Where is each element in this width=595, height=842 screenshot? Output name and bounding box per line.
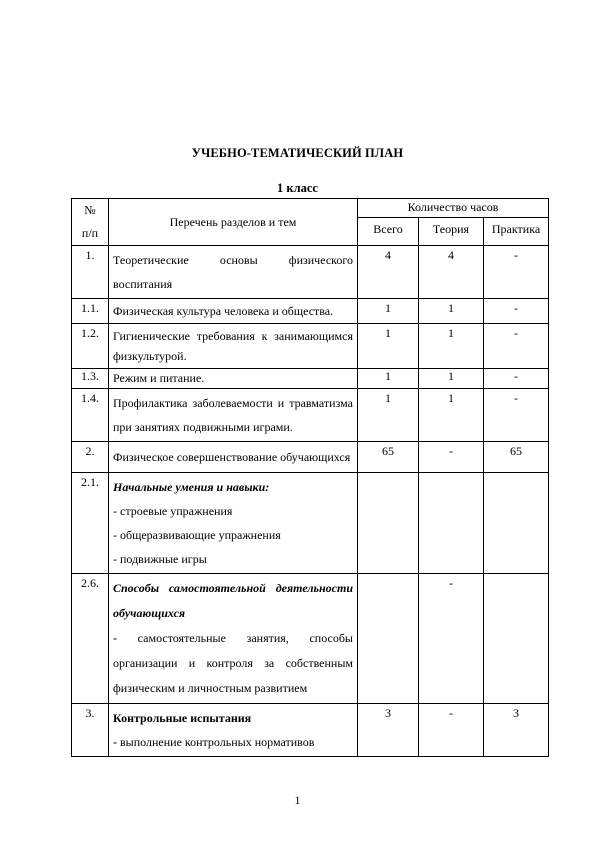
header-num-line2: п/п xyxy=(81,226,99,240)
table-row xyxy=(72,389,549,442)
row-theory: - xyxy=(419,574,484,704)
row-theory: - xyxy=(419,442,484,473)
row-practice: - xyxy=(484,246,549,299)
list-item: - строевые упражнения xyxy=(113,504,233,518)
row-theory: 1 xyxy=(419,389,484,442)
list-item: - общеразвивающие упражнения xyxy=(113,528,281,542)
row-text xyxy=(109,704,358,757)
table-row xyxy=(72,369,549,389)
row-text xyxy=(109,473,358,574)
table-row xyxy=(72,246,549,299)
table-row xyxy=(72,574,549,704)
row-practice: - xyxy=(484,299,549,324)
table-row xyxy=(72,324,549,369)
row-num: 2.1. xyxy=(72,473,109,574)
header-theory: Теория xyxy=(419,218,484,246)
table-row xyxy=(72,704,549,757)
row-total: 1 xyxy=(358,324,419,369)
header-row-1 xyxy=(72,199,549,218)
row-dash: - xyxy=(113,631,117,645)
row-total xyxy=(358,473,419,574)
table-row xyxy=(72,442,549,473)
row-practice: - xyxy=(484,369,549,389)
row-body xyxy=(113,730,353,754)
row-practice xyxy=(484,473,549,574)
row-text: Физическое совершенствование обучающихся xyxy=(109,442,358,473)
row-body-text: самостоятельные занятия, способы организации и контроля за собственным физическим и личностным развитием xyxy=(113,631,353,695)
row-heading: Контрольные испытания xyxy=(113,711,252,725)
row-text: Гигиенические требования к занимающимся физкультурой. xyxy=(109,324,358,369)
row-num: 2.6. xyxy=(72,574,109,704)
header-total: Всего xyxy=(358,218,419,246)
row-text: Профилактика заболеваемости и травматизма при занятиях подвижными играми. xyxy=(109,389,358,442)
row-num: 1.2. xyxy=(72,324,109,369)
row-heading: Способы самостоятельной деятельности обучающихся xyxy=(113,581,353,620)
row-num: 1.1. xyxy=(72,299,109,324)
row-total: 1 xyxy=(358,299,419,324)
document-title: УЧЕБНО-ТЕМАТИЧЕСКИЙ ПЛАН xyxy=(191,146,404,160)
row-heading: Начальные умения и навыки: xyxy=(113,480,270,494)
row-total: 65 xyxy=(358,442,419,473)
row-num: 3. xyxy=(72,704,109,757)
row-body xyxy=(113,626,353,701)
row-text: Режим и питание. xyxy=(109,369,358,389)
row-practice: - xyxy=(484,324,549,369)
row-theory: - xyxy=(419,704,484,757)
header-practice: Практика xyxy=(484,218,549,246)
header-num-line1: № xyxy=(84,203,96,217)
table-row xyxy=(72,473,549,574)
row-num: 1.4. xyxy=(72,389,109,442)
row-total: 1 xyxy=(358,389,419,442)
header-num xyxy=(72,199,109,246)
row-num: 2. xyxy=(72,442,109,473)
class-subtitle: 1 класс xyxy=(277,181,318,195)
row-total: 1 xyxy=(358,369,419,389)
row-total xyxy=(358,574,419,704)
table-row xyxy=(72,299,549,324)
row-theory xyxy=(419,473,484,574)
row-total: 4 xyxy=(358,246,419,299)
row-theory: 1 xyxy=(419,369,484,389)
row-theory: 4 xyxy=(419,246,484,299)
row-body-text: выполнение контрольных нормативов xyxy=(117,735,315,749)
row-theory: 1 xyxy=(419,299,484,324)
row-dash: - xyxy=(113,735,117,749)
row-num: 1. xyxy=(72,246,109,299)
row-text xyxy=(109,574,358,704)
header-hours: Количество часов xyxy=(358,199,549,218)
row-num: 1.3. xyxy=(72,369,109,389)
page-number: 1 xyxy=(294,795,301,807)
row-theory: 1 xyxy=(419,324,484,369)
row-text: Теоретические основы физического воспитания xyxy=(109,246,358,299)
header-sections: Перечень разделов и тем xyxy=(109,199,358,246)
row-practice: 65 xyxy=(484,442,549,473)
list-item: - подвижные игры xyxy=(113,552,207,566)
row-practice: - xyxy=(484,389,549,442)
row-total: 3 xyxy=(358,704,419,757)
row-practice: 3 xyxy=(484,704,549,757)
curriculum-table xyxy=(71,198,549,757)
row-practice xyxy=(484,574,549,704)
row-text: Физическая культура человека и общества. xyxy=(109,299,358,324)
